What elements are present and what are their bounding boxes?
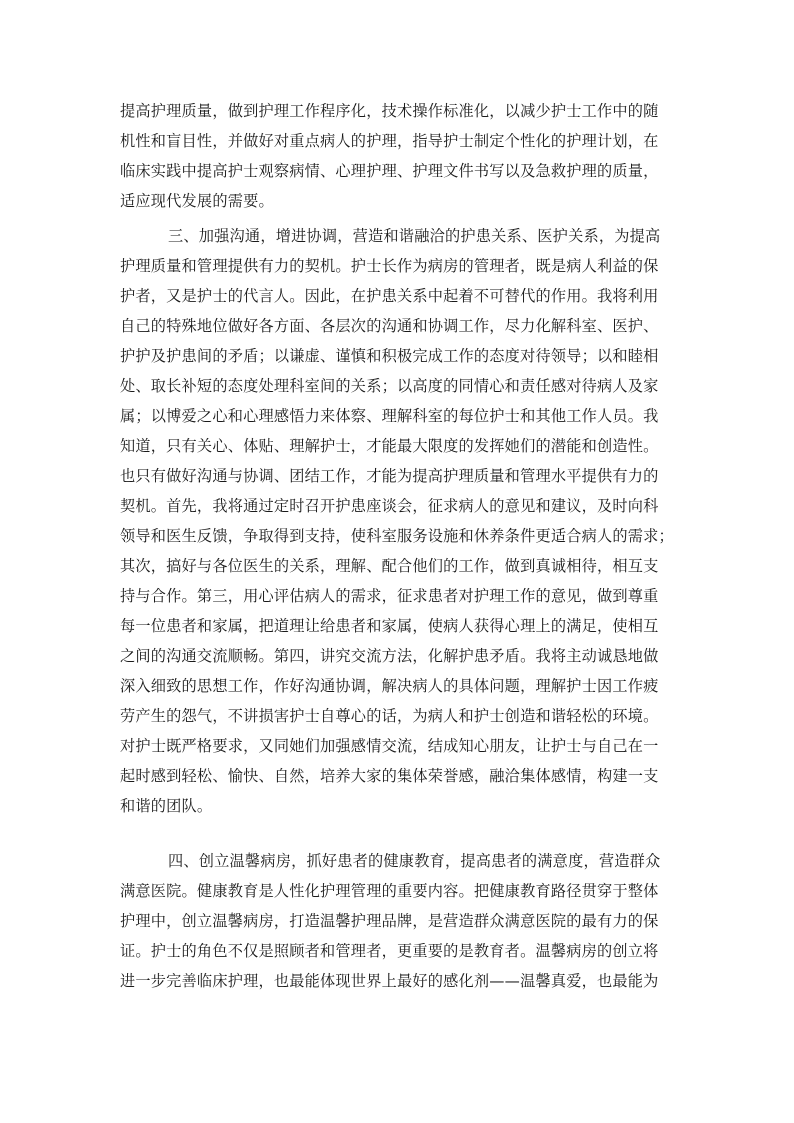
text-line: 对护士既严格要求，又同她们加强感情交流，结成知心朋友，让护士与自己在一 [120,737,659,755]
text-line: 每一位患者和家属，把道理让给患者和家属，使病人获得心理上的满足，使相互 [120,617,659,635]
paragraph-first-line: 四、创立温馨病房，抓好患者的健康教育，提高患者的满意度，营造群众 [168,852,661,870]
text-line: 处、取长补短的态度处理科室间的关系；以高度的同情心和责任感对待病人及家 [120,377,659,395]
text-line: 之间的沟通交流顺畅。第四，讲究交流方法，化解护患矛盾。我将主动诚恳地做 [120,647,659,665]
text-line: 也只有做好沟通与协调、团结工作，才能为提高护理质量和管理水平提供有力的 [120,467,659,485]
text-line: 提高护理质量，做到护理工作程序化，技术操作标准化，以减少护士工作中的随 [120,102,659,120]
text-line: 护理中，创立温馨病房，打造温馨护理品牌，是营造群众满意医院的最有力的保 [120,912,659,930]
text-line: 满意医院。健康教育是人性化护理管理的重要内容。把健康教育路径贯穿于整体 [120,882,659,900]
text-line: 临床实践中提高护士观察病情、心理护理、护理文件书写以及急救护理的质量， [120,162,659,180]
text-line: 知道，只有关心、体贴、理解护士，才能最大限度的发挥她们的潜能和创造性。 [120,437,659,455]
paragraph-first-line: 三、加强沟通，增进协调，营造和谐融洽的护患关系、医护关系，为提高 [168,227,661,245]
text-line: 领导和医生反馈，争取得到支持，使科室服务设施和休养条件更适合病人的需求； [120,527,674,545]
text-line: 契机。首先，我将通过定时召开护患座谈会，征求病人的意见和建议，及时向科 [120,497,659,515]
text-line: 劳产生的怨气，不讲损害护士自尊心的话，为病人和护士创造和谐轻松的环境。 [120,707,659,725]
text-line: 其次，搞好与各位医生的关系，理解、配合他们的工作，做到真诚相待，相互支 [120,557,659,575]
text-line: 自己的特殊地位做好各方面、各层次的沟通和协调工作，尽力化解科室、医护、 [120,317,659,335]
text-line: 深入细致的思想工作，作好沟通协调，解决病人的具体问题，理解护士因工作疲 [120,677,659,695]
text-line: 机性和盲目性，并做好对重点病人的护理，指导护士制定个性化的护理计划，在 [120,132,659,150]
text-line: 和谐的团队。 [120,797,213,815]
text-line: 护者，又是护士的代言人。因此，在护患关系中起着不可替代的作用。我将利用 [120,287,659,305]
text-line: 适应现代发展的需要。 [120,192,274,210]
text-line: 属；以博爱之心和心理感悟力来体察、理解科室的每位护士和其他工作人员。我 [120,407,659,425]
text-line: 起时感到轻松、愉快、自然，培养大家的集体荣誉感，融洽集体感情，构建一支 [120,767,659,785]
text-line: 护理质量和管理提供有力的契机。护士长作为病房的管理者，既是病人利益的保 [120,257,659,275]
text-line: 护护及护患间的矛盾；以谦虚、谨慎和积极完成工作的态度对待领导；以和睦相 [120,347,659,365]
text-line: 证。护士的角色不仅是照顾者和管理者，更重要的是教育者。温馨病房的创立将 [120,942,659,960]
text-line: 持与合作。第三，用心评估病人的需求，征求患者对护理工作的意见，做到尊重 [120,587,659,605]
text-line: 进一步完善临床护理，也最能体现世界上最好的感化剂——温馨真爱，也最能为 [120,972,659,990]
